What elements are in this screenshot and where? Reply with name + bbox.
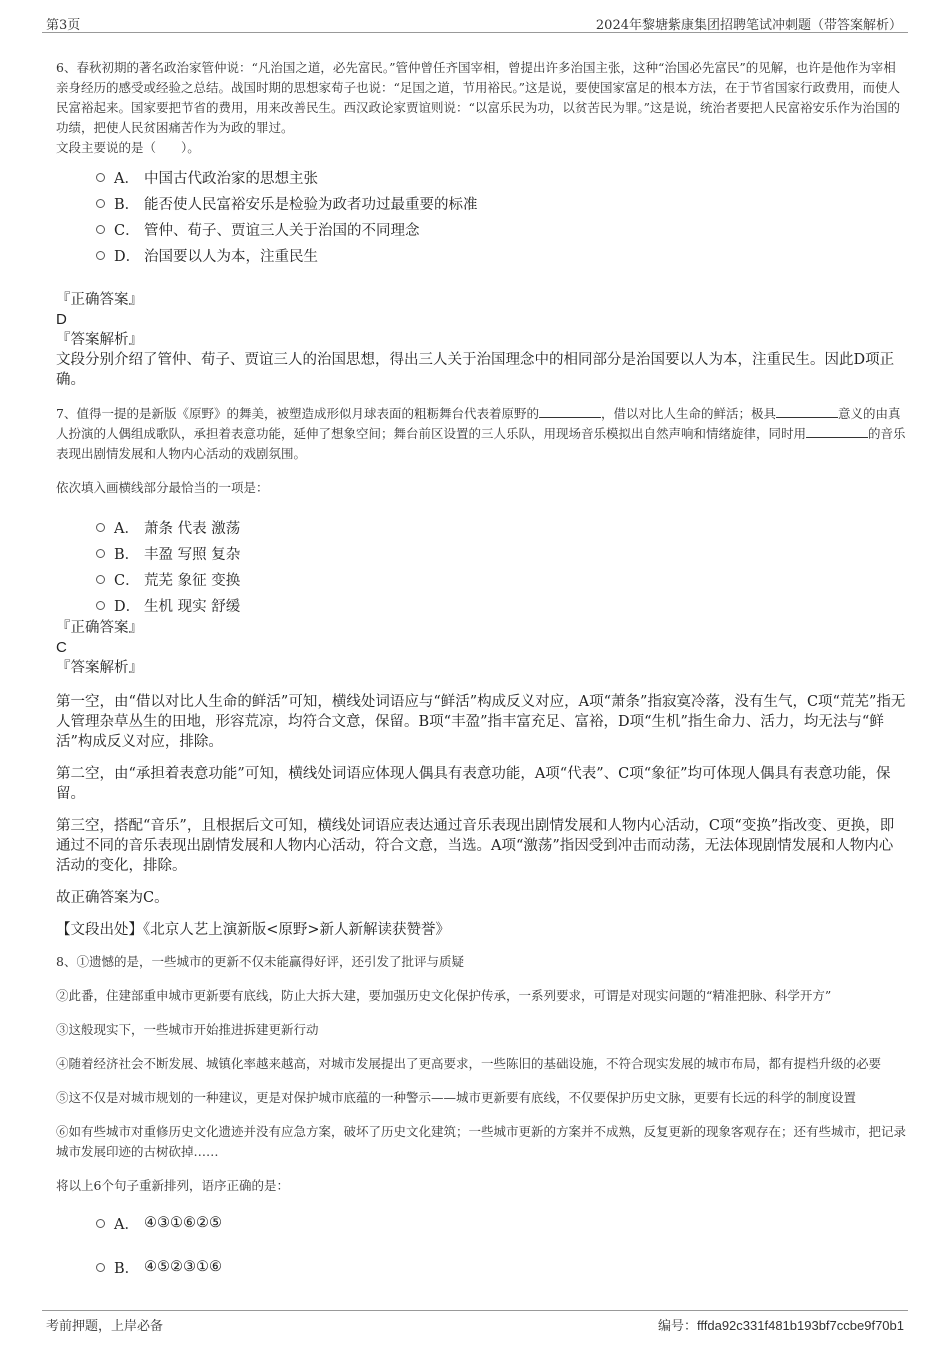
question-7-stem: 7、值得一提的是新版《原野》的舞美，被塑造成形似月球表面的粗粝舞台代表着原野的 ，借以对比人生命的鲜活；极具 意义的由真人扮演的人偶组成歌队，承担着表意功能，延伸了想象空间；舞台前区设置的三人乐队，用现场音乐模拟出自然声响和情绪旋律，同时用 的音乐表现出剧情发展和人物内心活动的戏剧氛围。 (56, 406, 906, 461)
page-header (42, 10, 908, 33)
sentence-2: ②此番，住建部重申城市更新要有底线，防止大拆大建，要加强历史文化保护传承，一系列要求，可谓是对现实问题的“精准把脉、科学开方” (56, 988, 832, 1003)
question-8 (56, 952, 906, 1280)
option-b[interactable]: B． 能否使人民富裕安乐是检验为政者功过最重要的标准 (96, 190, 906, 216)
page-footer (42, 1310, 908, 1335)
question-8-ask: 将以上6个句子重新排列，语序正确的是： (56, 1178, 289, 1193)
option-d[interactable]: D． 治国要以人为本，注重民生 (96, 242, 906, 268)
radio-icon[interactable] (96, 199, 105, 208)
document-body (56, 58, 906, 1280)
question-6-ask: 文段主要说的是（ ）。 (56, 140, 200, 155)
question-6-options (96, 164, 906, 268)
answer-analysis: 文段分别介绍了管仲、荀子、贾谊三人的治国思想，得出三人关于治国理念中的相同部分是治国要以人为本，注重民生。因此D项正确。 (56, 352, 895, 388)
blank-1 (539, 405, 601, 418)
radio-icon[interactable] (96, 523, 105, 532)
question-7-options (96, 514, 906, 618)
sentence-4: ④随着经济社会不断发展、城镇化率越来越高，对城市发展提出了更高要求，一些陈旧的基础设施，不符合现实发展的城市布局，都有提档升级的必要 (56, 1056, 882, 1071)
document-title: 2024年黎塘紫康集团招聘笔试冲刺题（带答案解析） (595, 18, 902, 33)
question-6 (56, 58, 906, 390)
analysis-paragraph-4: 故正确答案为C。 (56, 890, 169, 906)
option-b[interactable]: B． 丰盈 写照 复杂 (96, 540, 906, 566)
option-c[interactable]: C． 管仲、荀子、贾谊三人关于治国的不同理念 (96, 216, 906, 242)
analysis-label: 『答案解析』 (56, 332, 143, 348)
sentence-1: 8、①遗憾的是，一些城市的更新不仅未能赢得好评，还引发了批评与质疑 (56, 954, 464, 969)
radio-icon[interactable] (96, 173, 105, 182)
option-a[interactable]: A． 萧条 代表 激荡 (96, 514, 906, 540)
option-b[interactable]: B． ④⑤②③①⑥ (96, 1254, 906, 1280)
option-a[interactable]: A． ④③①⑥②⑤ (96, 1210, 906, 1236)
question-8-options (96, 1210, 906, 1280)
footer-slogan: 考前押题，上岸必备 (46, 1319, 164, 1334)
sentence-3: ③这般现实下，一些城市开始推进拆建更新行动 (56, 1022, 319, 1037)
option-a[interactable]: A． 中国古代政治家的思想主张 (96, 164, 906, 190)
question-6-stem: 6、春秋初期的著名政治家管仲说：“凡治国之道，必先富民。”管仲曾任齐国宰相，曾提出许多治国主张，这种“治国必先富民”的见解，也许是他作为宰相亲身经历的感受或经验之总结。战国时期的思想家荀子也说：“足国之道，节用裕民。”这是说，要使国家富足的根本方法，在于节省国家行政费用，而使人民富裕起来。国家要把节省的费用，用来改善民生。西汉政论家贾谊则说：“以富乐民为功，以贫苦民为罪。”这是说，统治者要把人民富裕安乐作为治国的功绩，把使人民贫困痛苦作为为政的罪过。 (56, 60, 901, 135)
analysis-paragraph-3: 第三空，搭配“音乐”，且根据后文可知，横线处词语应表达通过音乐表现出剧情发展和人物内心活动，C项“变换”指改变、更换，即通过不同的音乐表现出剧情发展和人物内心活动，符合文意，当选。A项“激荡”指因受到冲击而动荡，无法体现剧情发展和人物内心活动的变化，排除。 (56, 818, 895, 874)
analysis-label: 『答案解析』 (56, 660, 143, 676)
sentence-6: ⑥如有些城市对重修历史文化遗迹并没有应急方案，破坏了历史文化建筑；一些城市更新的方案并不成熟，反复更新的现象客观存在；还有些城市，把记录城市发展印迹的古树砍掉…… (56, 1124, 907, 1159)
question-7 (56, 404, 906, 940)
radio-icon[interactable] (96, 549, 105, 558)
blank-2 (776, 405, 838, 418)
answer-label: 『正确答案』 (56, 292, 143, 308)
answer-label: 『正确答案』 (56, 620, 143, 636)
radio-icon[interactable] (96, 575, 105, 584)
page-number: 第3页 (46, 18, 81, 33)
correct-answer: C (56, 639, 67, 656)
radio-icon[interactable] (96, 1219, 105, 1228)
radio-icon[interactable] (96, 251, 105, 260)
question-7-ask: 依次填入画横线部分最恰当的一项是： (56, 480, 269, 495)
document-code: 编号：fffda92c331f481b193bf7ccbe9f70b1 (658, 1318, 904, 1333)
radio-icon[interactable] (96, 1263, 105, 1272)
radio-icon[interactable] (96, 601, 105, 610)
blank-3 (806, 425, 868, 438)
sentence-5: ⑤这不仅是对城市规划的一种建议，更是对保护城市底蕴的一种警示——城市更新要有底线，不仅要保护历史文脉，更要有长远的科学的制度设置 (56, 1090, 857, 1105)
radio-icon[interactable] (96, 225, 105, 234)
analysis-paragraph-1: 第一空，由“借以对比人生命的鲜活”可知，横线处词语应与“鲜活”构成反义对应，A项“萧条”指寂寞冷落，没有生气，C项“荒芜”指无人管理杂草丛生的田地，形容荒凉，均符合文意，保留。B项“丰盈”指丰富充足、富裕，D项“生机”指生命力、活力，均无法与“鲜活”构成反义对应，排除。 (56, 694, 906, 750)
analysis-paragraph-2: 第二空，由“承担着表意功能”可知，横线处词语应体现人偶具有表意功能，A项“代表”、C项“象征”均可体现人偶具有表意功能，保留。 (56, 766, 891, 802)
option-d[interactable]: D． 生机 现实 舒缓 (96, 592, 906, 618)
option-c[interactable]: C． 荒芜 象征 变换 (96, 566, 906, 592)
correct-answer: D (56, 311, 67, 328)
source-citation: 【文段出处】《北京人艺上演新版<原野>新人新解读获赞誉》 (56, 922, 451, 938)
